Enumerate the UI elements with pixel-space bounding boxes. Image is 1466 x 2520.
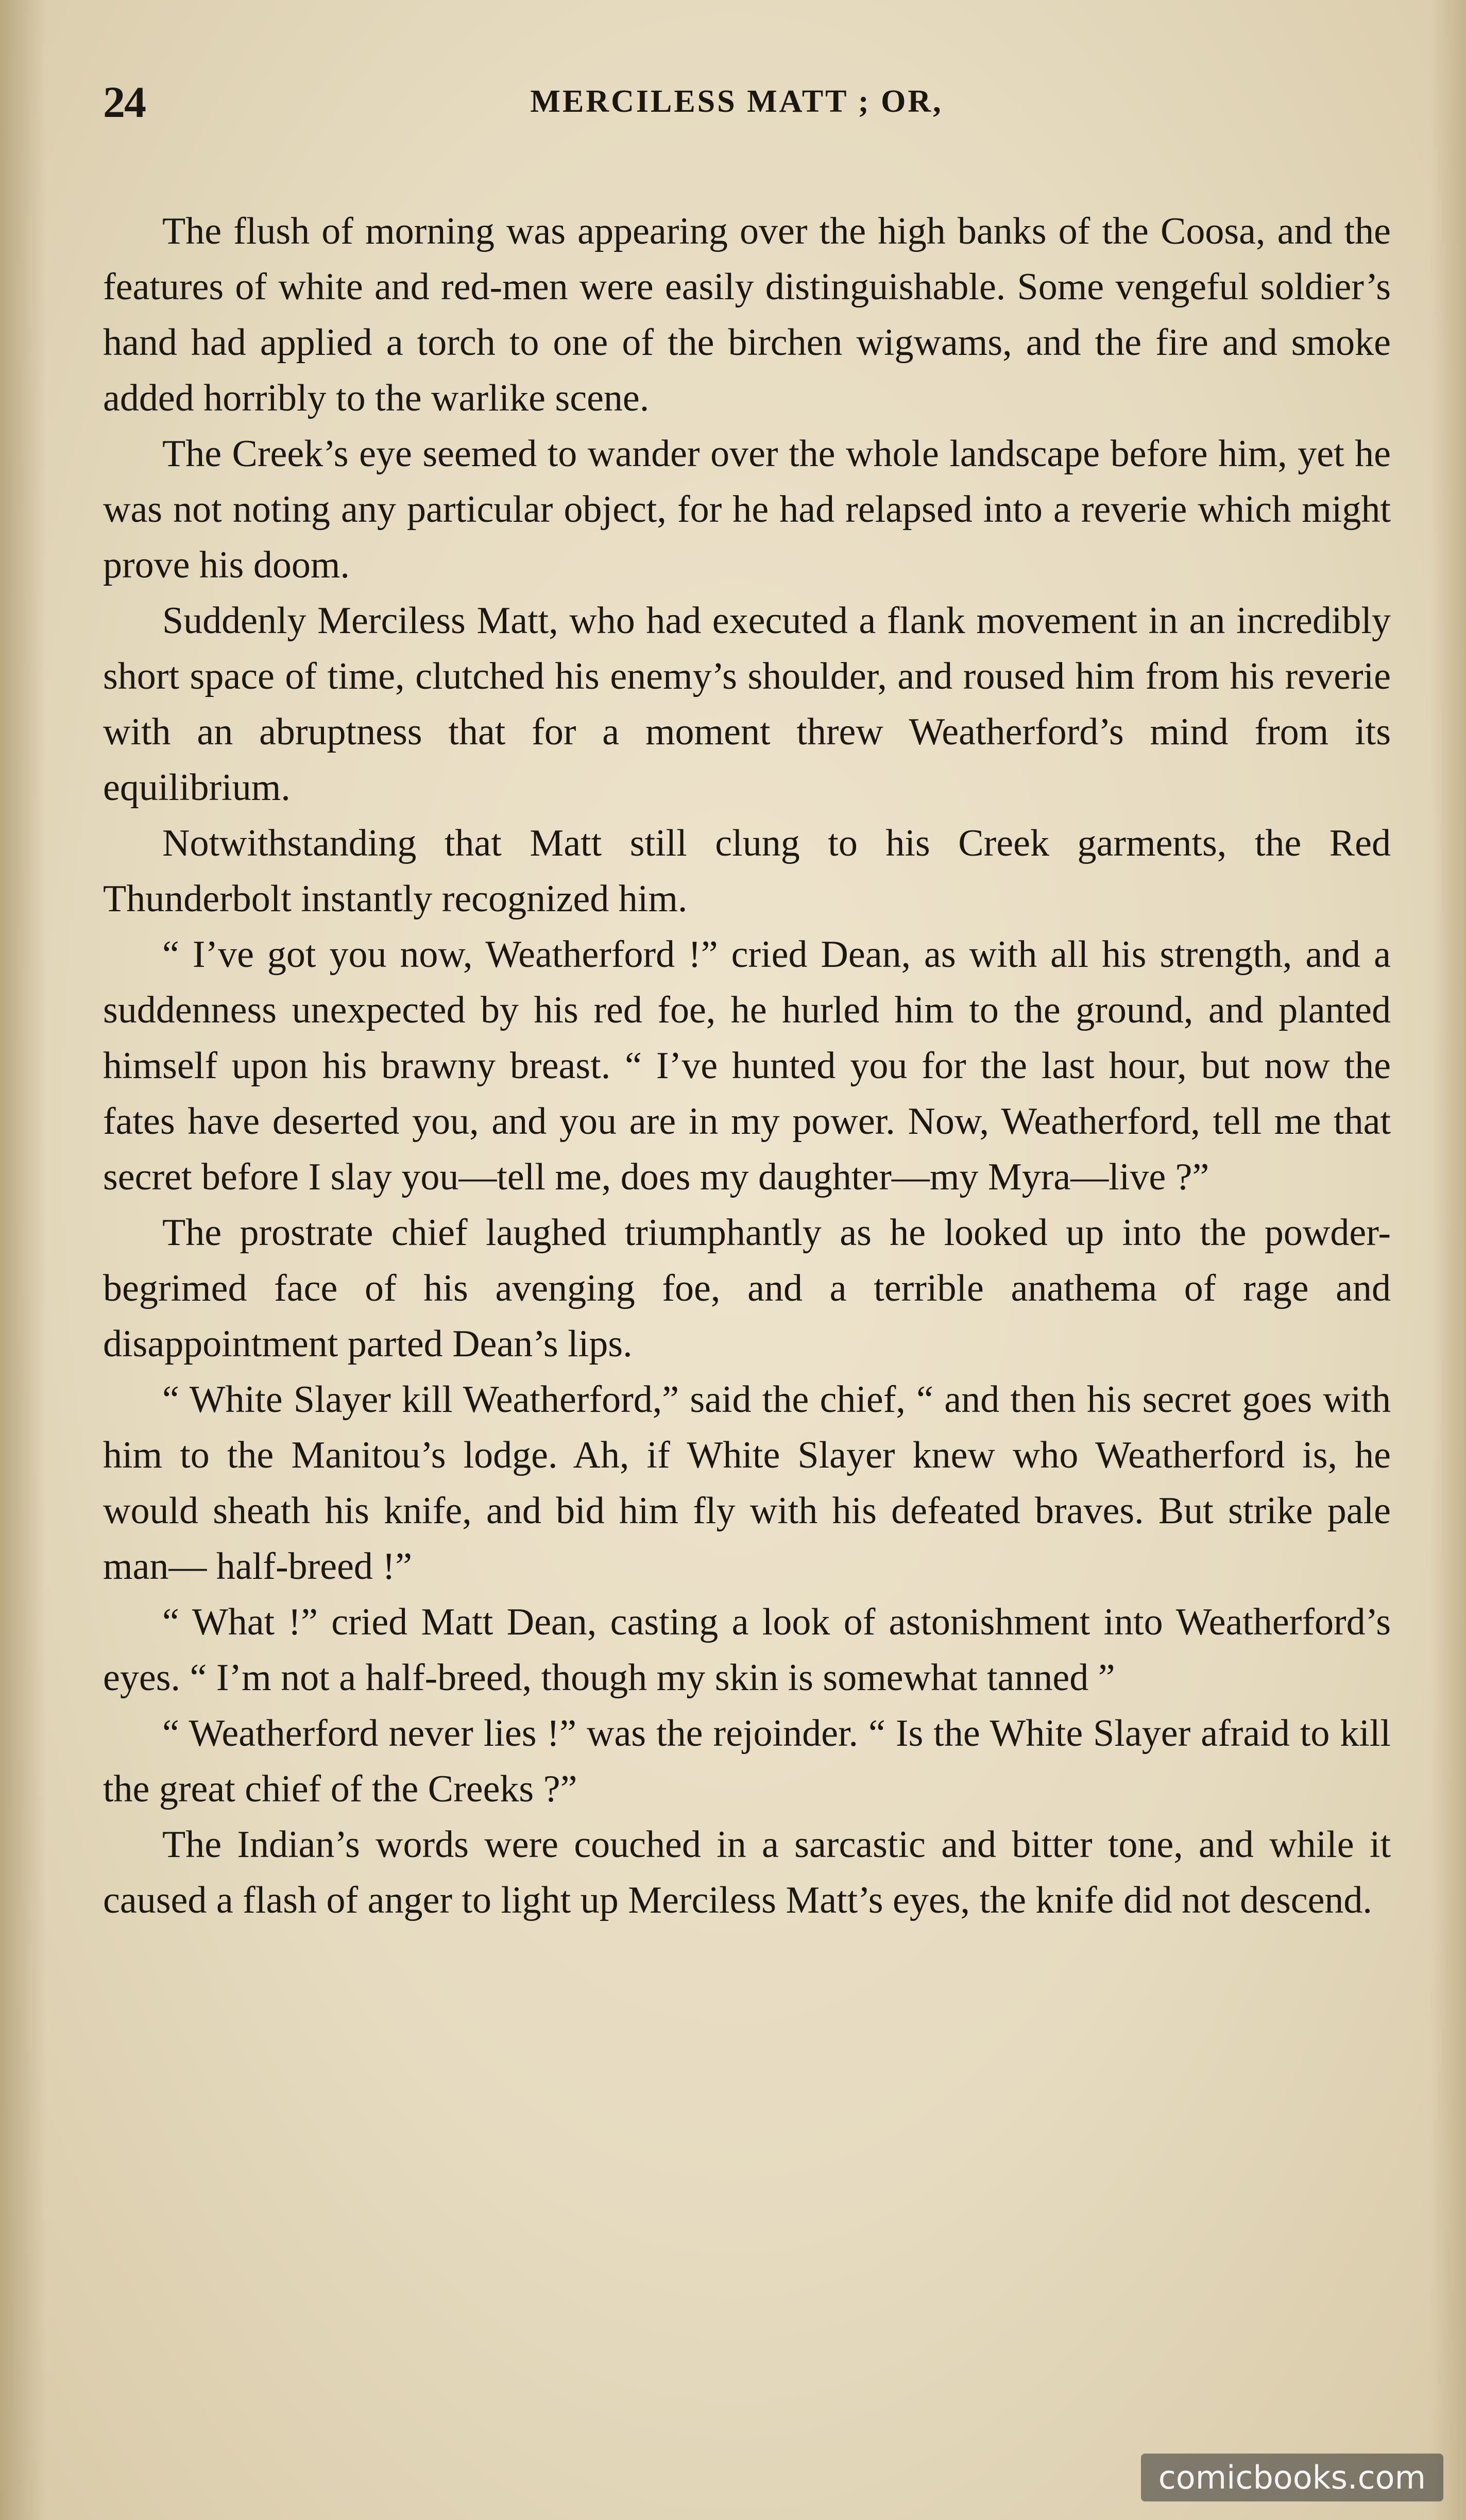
watermark: comicbooks.com bbox=[1141, 2454, 1443, 2501]
paragraph: The Indian’s words were couched in a sarcastic and bitter tone, and while it caused a flash of anger to light up Merciless Matt’s eyes, the knife did not descend. bbox=[103, 1824, 1391, 1921]
running-head: MERCILESS MATT ; OR, bbox=[530, 84, 943, 119]
paragraph: The flush of morning was appearing over the high banks of the Coosa, and the features of white and red-men were easily distinguishable. Some vengeful soldier’s hand had applied a torch to one of the birchen wigwams, and the fire and smoke added horribly to the warlike scene. bbox=[103, 210, 1391, 419]
body-text bbox=[103, 203, 1391, 1928]
paragraph: “ What !” cried Matt Dean, casting a look of astonishment into Weatherford’s eyes. “ I’m not a half-breed, though my skin is somewhat tanned ” bbox=[103, 1601, 1391, 1699]
page-header bbox=[103, 76, 1370, 138]
paragraph: “ White Slayer kill Weatherford,” said the chief, “ and then his secret goes with him to the Manitou’s lodge. Ah, if White Slayer knew who Weatherford is, he would sheath his knife, and bid him fly with his defeated braves. But strike pale man— half-breed !” bbox=[103, 1378, 1391, 1588]
paragraph: Suddenly Merciless Matt, who had executed a flank movement in an incredibly short space of time, clutched his enemy’s shoulder, and roused him from his reverie with an abruptness that for a moment threw Weatherford’s mind from its equilibrium. bbox=[103, 600, 1391, 809]
paragraph: “ Weatherford never lies !” was the rejoinder. “ Is the White Slayer afraid to kill the great chief of the Creeks ?” bbox=[103, 1712, 1391, 1810]
paragraph: The Creek’s eye seemed to wander over the whole landscape before him, yet he was not noting any particular object, for he had relapsed into a reverie which might prove his doom. bbox=[103, 433, 1391, 586]
paragraph: Notwithstanding that Matt still clung to his Creek garments, the Red Thunderbolt instantly recognized him. bbox=[103, 822, 1391, 920]
page-edge-shadow bbox=[1430, 0, 1466, 2520]
page-number: 24 bbox=[103, 77, 145, 127]
binding-edge-shadow bbox=[0, 0, 46, 2520]
paragraph: The prostrate chief laughed triumphantly as he looked up into the powder-begrimed face of his avenging foe, and a terrible anathema of rage and disappointment parted Dean’s lips. bbox=[103, 1212, 1391, 1365]
paragraph: “ I’ve got you now, Weatherford !” cried Dean, as with all his strength, and a suddenness unexpected by his red foe, he hurled him to the ground, and planted himself upon his brawny breast. “ I’ve hunted you for the last hour, but now the fates have deserted you, and you are in my power. Now, Weatherford, tell me that secret before I slay you—tell me, does my daughter—my Myra—live ?” bbox=[103, 933, 1391, 1198]
